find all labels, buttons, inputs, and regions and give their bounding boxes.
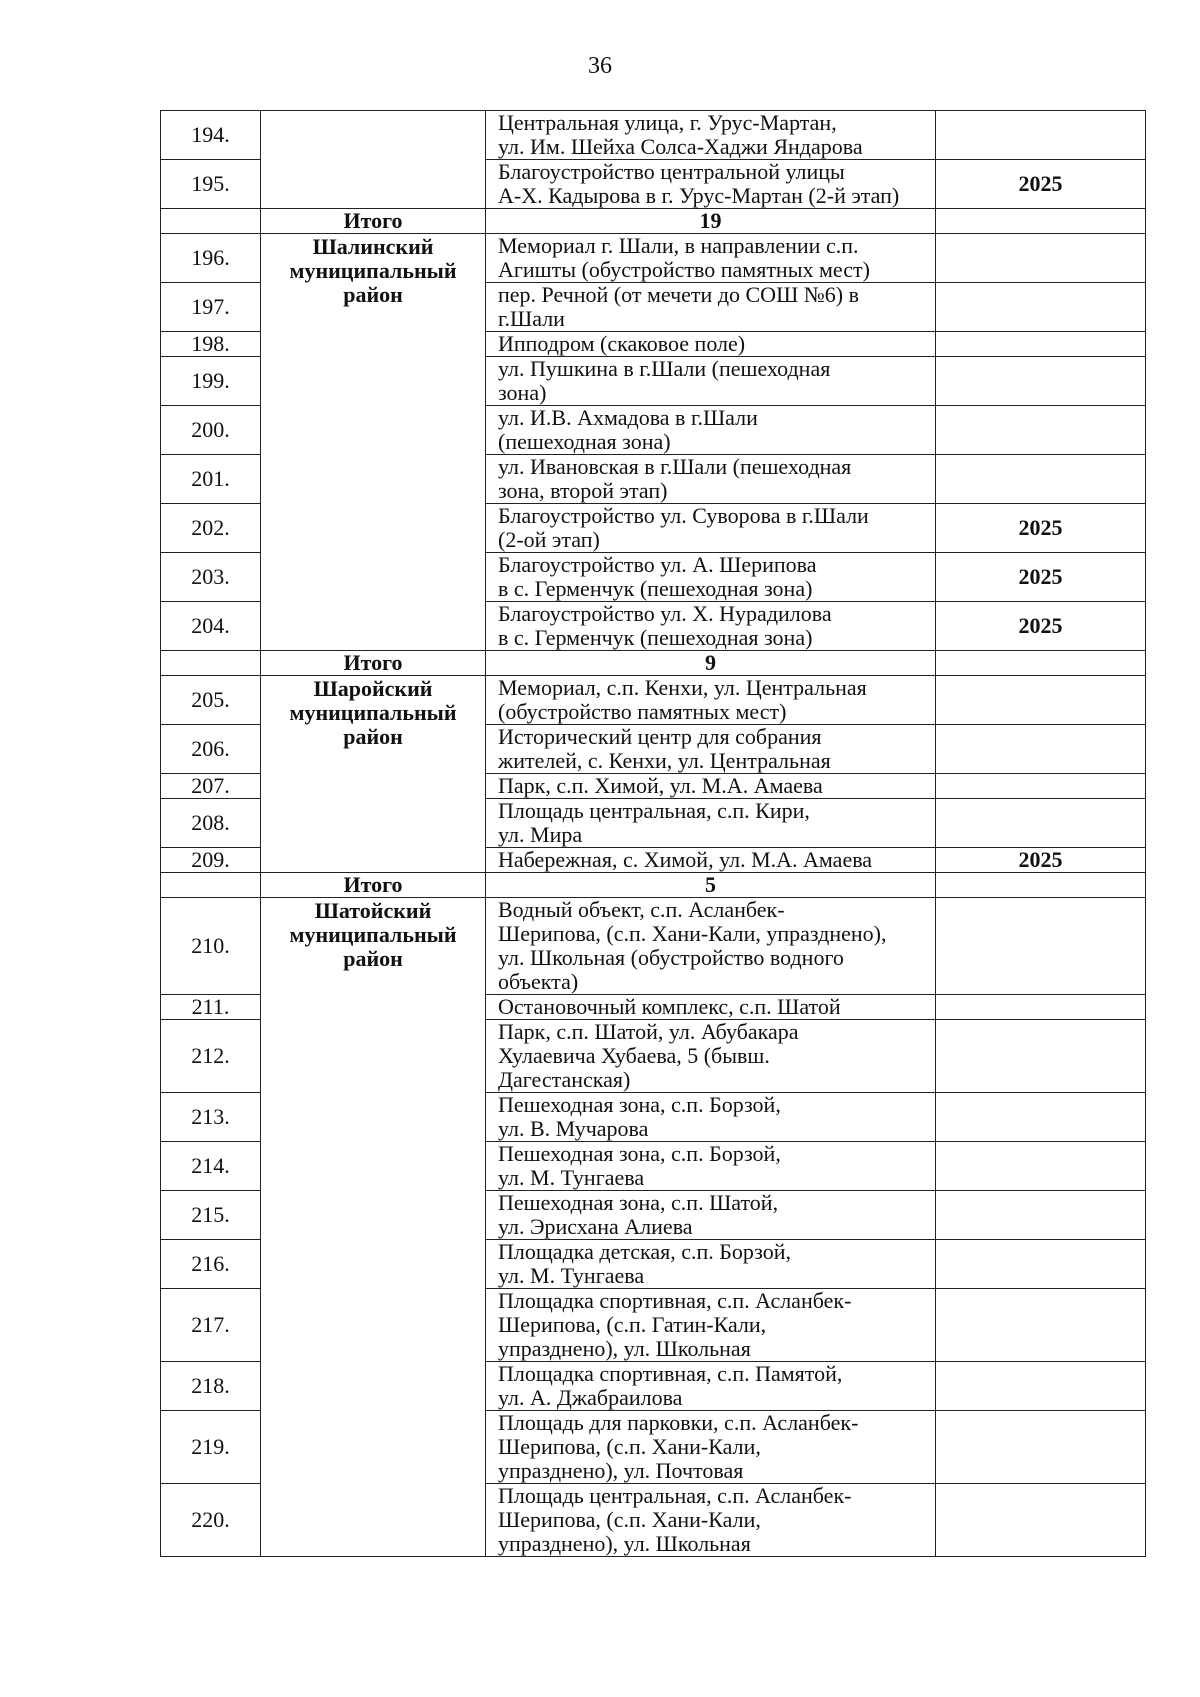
object-name-line: Шерипова, (с.п. Хани-Кали, упразднено), — [498, 921, 887, 946]
total-empty-cell — [161, 209, 261, 234]
object-name-line: Мемориал, с.п. Кенхи, ул. Центральная — [498, 675, 867, 700]
object-name-line: ул. И.В. Ахмадова в г.Шали — [498, 405, 758, 430]
total-count: 5 — [486, 873, 936, 898]
object-name-line: Дагестанская) — [498, 1067, 631, 1092]
object-name-line: Площадка спортивная, с.п. Памятой, — [498, 1361, 843, 1386]
row-number: 204. — [161, 602, 261, 651]
row-number: 216. — [161, 1240, 261, 1289]
object-name — [486, 898, 936, 995]
object-name-line: Шерипова, (с.п. Хани-Кали, — [498, 1434, 761, 1459]
year-cell — [936, 774, 1146, 799]
object-name-line: Парк, с.п. Шатой, ул. Абубакара — [498, 1019, 799, 1044]
row-number: 220. — [161, 1484, 261, 1557]
total-count: 9 — [486, 651, 936, 676]
object-name-line: Парк, с.п. Химой, ул. М.А. Амаева — [498, 773, 823, 798]
year-cell — [936, 1240, 1146, 1289]
page-number: 36 — [588, 53, 612, 79]
object-name — [486, 1142, 936, 1191]
object-name — [486, 1020, 936, 1093]
row-number: 213. — [161, 1093, 261, 1142]
object-name — [486, 1362, 936, 1411]
table-row — [161, 898, 1146, 995]
year-cell — [936, 111, 1146, 160]
table-row — [161, 234, 1146, 283]
object-name-line: Водный объект, с.п. Асланбек- — [498, 897, 785, 922]
object-name-line: в с. Герменчук (пешеходная зона) — [498, 576, 813, 601]
object-name-line: Шерипова, (с.п. Гатин-Кали, — [498, 1312, 767, 1337]
object-name-line: (пешеходная зона) — [498, 429, 671, 454]
object-name-line: упразднено), ул. Школьная — [498, 1531, 751, 1556]
object-name-line: г.Шали — [498, 306, 565, 331]
row-number: 194. — [161, 111, 261, 160]
object-name-line: упразднено), ул. Почтовая — [498, 1458, 744, 1483]
object-name-line: упразднено), ул. Школьная — [498, 1336, 751, 1361]
row-number: 195. — [161, 160, 261, 209]
object-name-line: Пешеходная зона, с.п. Борзой, — [498, 1092, 781, 1117]
object-name — [486, 455, 936, 504]
row-number: 219. — [161, 1411, 261, 1484]
object-name-line: Ипподром (скаковое поле) — [498, 331, 746, 356]
district-name: Шатойский муниципальный район — [261, 898, 486, 1557]
row-number: 209. — [161, 848, 261, 873]
total-label: Итого — [261, 873, 486, 898]
object-name-line: (2-ой этап) — [498, 527, 600, 552]
object-name-line: ул. В. Мучарова — [498, 1116, 649, 1141]
year-cell — [936, 357, 1146, 406]
row-number: 205. — [161, 676, 261, 725]
object-name — [486, 1411, 936, 1484]
object-name-line: Благоустройство центральной улицы — [498, 159, 845, 184]
year-cell — [936, 1484, 1146, 1557]
objects-table-body — [161, 111, 1146, 1557]
year-cell: 2025 — [936, 602, 1146, 651]
object-name-line: Пешеходная зона, с.п. Борзой, — [498, 1141, 781, 1166]
year-cell — [936, 995, 1146, 1020]
objects-table — [160, 110, 1146, 1557]
object-name-line: Благоустройство ул. Х. Нурадилова — [498, 601, 832, 626]
object-name — [486, 676, 936, 725]
object-name — [486, 357, 936, 406]
object-name-line: ул. Школьная (обустройство водного — [498, 945, 844, 970]
total-row — [161, 209, 1146, 234]
object-name-line: Благоустройство ул. Суворова в г.Шали — [498, 503, 869, 528]
object-name — [486, 504, 936, 553]
year-cell — [936, 283, 1146, 332]
object-name — [486, 1289, 936, 1362]
object-name-line: зона, второй этап) — [498, 478, 668, 503]
district-name: Шалинский муниципальный район — [261, 234, 486, 651]
year-cell — [936, 234, 1146, 283]
total-year-cell — [936, 209, 1146, 234]
year-cell — [936, 1142, 1146, 1191]
object-name-line: ул. Ивановская в г.Шали (пешеходная — [498, 454, 852, 479]
object-name — [486, 1484, 936, 1557]
object-name-line: пер. Речной (от мечети до СОШ №6) в — [498, 282, 859, 307]
total-count: 19 — [486, 209, 936, 234]
object-name — [486, 406, 936, 455]
object-name-line: А-Х. Кадырова в г. Урус-Мартан (2-й этап) — [498, 183, 900, 208]
object-name — [486, 725, 936, 774]
row-number: 207. — [161, 774, 261, 799]
object-name-line: Площадь центральная, с.п. Асланбек- — [498, 1483, 852, 1508]
row-number: 215. — [161, 1191, 261, 1240]
object-name-line: Центральная улица, г. Урус-Мартан, — [498, 110, 837, 135]
year-cell — [936, 332, 1146, 357]
year-cell — [936, 1362, 1146, 1411]
object-name-line: Агишты (обустройство памятных мест) — [498, 257, 870, 282]
object-name-line: Пешеходная зона, с.п. Шатой, — [498, 1190, 779, 1215]
object-name — [486, 553, 936, 602]
object-name-line: ул. Эрисхана Алиева — [498, 1214, 693, 1239]
object-name-line: ул. Им. Шейха Солса-Хаджи Яндарова — [498, 134, 863, 159]
object-name-line: Площадь центральная, с.п. Кири, — [498, 798, 810, 823]
total-label: Итого — [261, 209, 486, 234]
year-cell — [936, 1020, 1146, 1093]
row-number: 211. — [161, 995, 261, 1020]
object-name — [486, 799, 936, 848]
year-cell — [936, 676, 1146, 725]
row-number: 197. — [161, 283, 261, 332]
object-name — [486, 1093, 936, 1142]
row-number: 196. — [161, 234, 261, 283]
object-name-line: жителей, с. Кенхи, ул. Центральная — [498, 748, 831, 773]
row-number: 208. — [161, 799, 261, 848]
year-cell — [936, 1191, 1146, 1240]
object-name-line: Площадь для парковки, с.п. Асланбек- — [498, 1410, 859, 1435]
object-name — [486, 602, 936, 651]
object-name-line: зона) — [498, 380, 547, 405]
object-name-line: ул. М. Тунгаева — [498, 1263, 645, 1288]
object-name — [486, 160, 936, 209]
object-name — [486, 774, 936, 799]
year-cell — [936, 898, 1146, 995]
row-number: 200. — [161, 406, 261, 455]
row-number: 218. — [161, 1362, 261, 1411]
object-name-line: ул. Пушкина в г.Шали (пешеходная — [498, 356, 831, 381]
district-empty-cell — [261, 111, 486, 209]
row-number: 214. — [161, 1142, 261, 1191]
year-cell — [936, 799, 1146, 848]
object-name-line: Хулаевича Хубаева, 5 (бывш. — [498, 1043, 770, 1068]
object-name-line: Площадка детская, с.п. Борзой, — [498, 1239, 792, 1264]
object-name-line: Шерипова, (с.п. Хани-Кали, — [498, 1507, 761, 1532]
row-number: 217. — [161, 1289, 261, 1362]
year-cell: 2025 — [936, 553, 1146, 602]
object-name — [486, 283, 936, 332]
row-number: 202. — [161, 504, 261, 553]
object-name-line: ул. А. Джабраилова — [498, 1385, 683, 1410]
object-name-line: ул. М. Тунгаева — [498, 1165, 645, 1190]
row-number: 203. — [161, 553, 261, 602]
object-name — [486, 848, 936, 873]
object-name-line: ул. Мира — [498, 822, 583, 847]
total-year-cell — [936, 873, 1146, 898]
object-name — [486, 995, 936, 1020]
total-label: Итого — [261, 651, 486, 676]
object-name-line: в с. Герменчук (пешеходная зона) — [498, 625, 813, 650]
year-cell: 2025 — [936, 160, 1146, 209]
table-row — [161, 676, 1146, 725]
object-name — [486, 1191, 936, 1240]
total-year-cell — [936, 651, 1146, 676]
year-cell — [936, 1289, 1146, 1362]
object-name-line: Набережная, с. Химой, ул. М.А. Амаева — [498, 847, 873, 872]
object-name — [486, 111, 936, 160]
row-number: 198. — [161, 332, 261, 357]
row-number: 201. — [161, 455, 261, 504]
object-name-line: Остановочный комплекс, с.п. Шатой — [498, 994, 841, 1019]
year-cell — [936, 455, 1146, 504]
total-row — [161, 873, 1146, 898]
row-number: 210. — [161, 898, 261, 995]
object-name-line: Исторический центр для собрания — [498, 724, 822, 749]
object-name — [486, 234, 936, 283]
year-cell — [936, 1093, 1146, 1142]
row-number: 199. — [161, 357, 261, 406]
object-name-line: Мемориал г. Шали, в направлении с.п. — [498, 233, 859, 258]
object-name-line: (обустройство памятных мест) — [498, 699, 787, 724]
year-cell — [936, 406, 1146, 455]
total-empty-cell — [161, 873, 261, 898]
total-empty-cell — [161, 651, 261, 676]
year-cell: 2025 — [936, 848, 1146, 873]
object-name-line: Площадка спортивная, с.п. Асланбек- — [498, 1288, 852, 1313]
row-number: 212. — [161, 1020, 261, 1093]
row-number: 206. — [161, 725, 261, 774]
total-row — [161, 651, 1146, 676]
year-cell — [936, 1411, 1146, 1484]
object-name — [486, 1240, 936, 1289]
object-name — [486, 332, 936, 357]
object-name-line: объекта) — [498, 969, 579, 994]
year-cell — [936, 725, 1146, 774]
object-name-line: Благоустройство ул. А. Шерипова — [498, 552, 817, 577]
table-row — [161, 111, 1146, 160]
year-cell: 2025 — [936, 504, 1146, 553]
district-name: Шаройский муниципальный район — [261, 676, 486, 873]
